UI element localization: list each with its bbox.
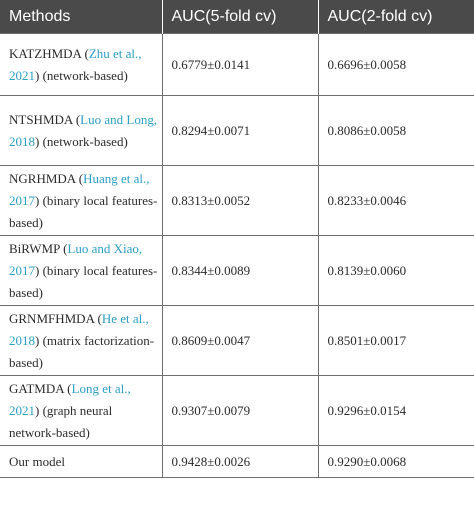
method-name: NGRHMDA (9, 170, 76, 186)
method-name: GATMDA (9, 380, 64, 396)
auc-5fold-cell: 0.8313±0.0052 (162, 166, 318, 236)
header-auc-5fold: AUC(5-fold cv) (162, 0, 318, 34)
table-row (0, 34, 474, 96)
method-name: Our model (9, 453, 65, 469)
citation-link[interactable]: Zhu et al., 2021 (9, 45, 142, 83)
method-cell: GATMDA (Long et al., 2021) (graph neural network-based) (0, 376, 162, 446)
method-name: NTSHMDA (9, 111, 73, 127)
citation-link[interactable]: He et al., 2018 (9, 310, 149, 348)
method-name: KATZHMDA (9, 45, 82, 61)
method-category: (network-based) (42, 67, 128, 83)
auc-2fold-cell: 0.8086±0.0058 (318, 96, 474, 166)
method-category: (graph neural network-based) (9, 402, 113, 440)
auc-2fold-cell: 0.8501±0.0017 (318, 306, 474, 376)
citation-link[interactable]: Luo and Xiao, 2017 (9, 240, 143, 278)
table-row (0, 166, 474, 236)
table-header (0, 0, 474, 34)
auc-5fold-cell: 0.6779±0.0141 (162, 34, 318, 96)
table-row (0, 306, 474, 376)
table-row (0, 376, 474, 446)
citation-link[interactable]: Huang et al., 2017 (9, 170, 150, 208)
auc-2fold-cell: 0.8139±0.0060 (318, 236, 474, 306)
header-methods: Methods (0, 0, 162, 34)
auc-5fold-cell: 0.8609±0.0047 (162, 306, 318, 376)
method-category: (network-based) (42, 133, 128, 149)
method-cell: NTSHMDA (Luo and Long, 2018) (network-based) (0, 96, 162, 166)
method-name: GRNMFHMDA (9, 310, 95, 326)
method-name: BiRWMP (9, 240, 60, 256)
auc-2fold-cell: 0.9290±0.0068 (318, 446, 474, 478)
method-cell (0, 446, 162, 478)
table-row (0, 96, 474, 166)
table-row (0, 446, 474, 478)
method-category: (binary local features-based) (9, 262, 158, 300)
header-auc-2fold: AUC(2-fold cv) (318, 0, 474, 34)
auc-5fold-cell: 0.8344±0.0089 (162, 236, 318, 306)
method-cell: KATZHMDA (Zhu et al., 2021) (network-based) (0, 34, 162, 96)
header-row (0, 0, 474, 34)
method-category: (matrix factorization-based) (9, 332, 155, 370)
auc-5fold-cell: 0.9307±0.0079 (162, 376, 318, 446)
auc-2fold-cell: 0.9296±0.0154 (318, 376, 474, 446)
method-category: (binary local features-based) (9, 192, 158, 230)
auc-5fold-cell: 0.9428±0.0026 (162, 446, 318, 478)
table-row (0, 236, 474, 306)
citation-link[interactable]: Luo and Long, 2018 (9, 111, 158, 149)
auc-2fold-cell: 0.6696±0.0058 (318, 34, 474, 96)
method-cell: BiRWMP (Luo and Xiao, 2017) (binary local features-based) (0, 236, 162, 306)
citation-link[interactable]: Long et al., 2021 (9, 380, 131, 418)
method-cell: GRNMFHMDA (He et al., 2018) (matrix factorization-based) (0, 306, 162, 376)
table-body (0, 34, 474, 478)
auc-5fold-cell: 0.8294±0.0071 (162, 96, 318, 166)
method-cell: NGRHMDA (Huang et al., 2017) (binary local features-based) (0, 166, 162, 236)
auc-2fold-cell: 0.8233±0.0046 (318, 166, 474, 236)
